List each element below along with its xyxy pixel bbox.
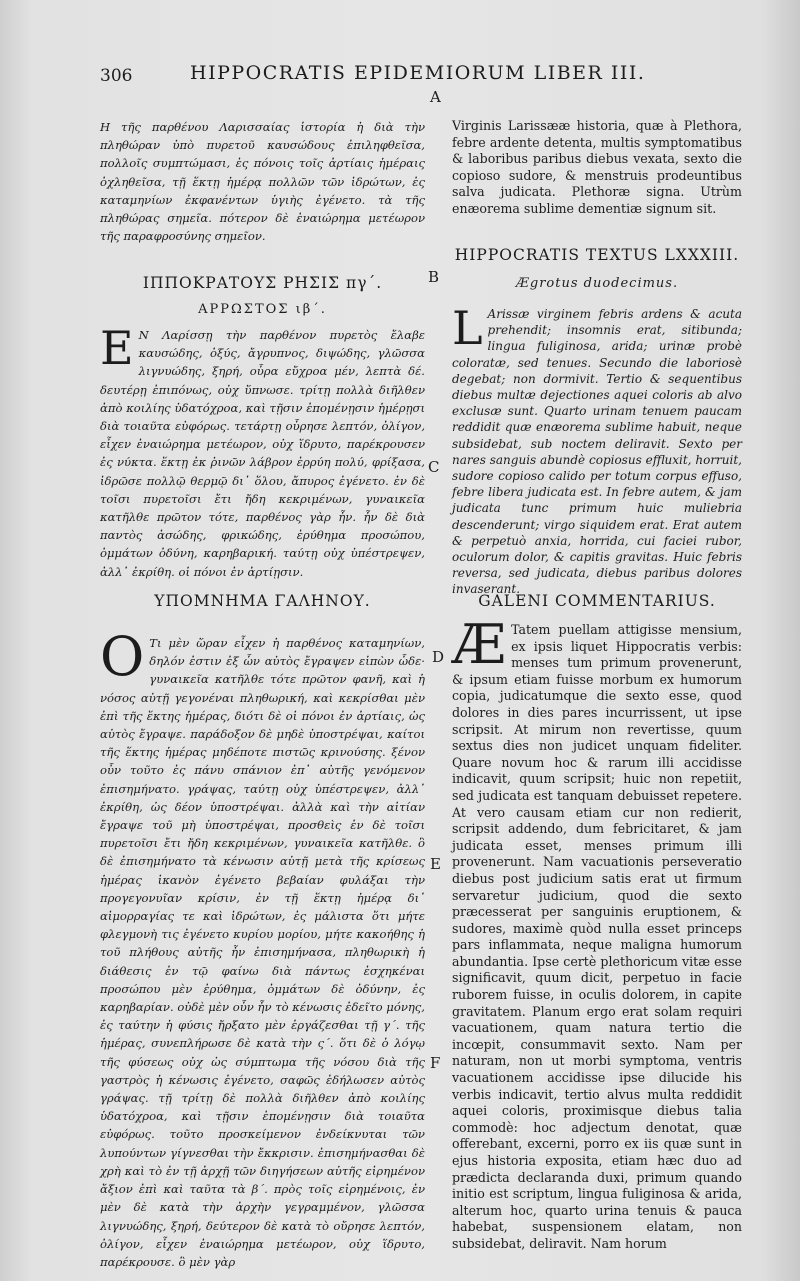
running-title: HIPPOCRATIS EPIDEMIORUM LIBER III. (190, 62, 646, 84)
greek-case-dropcap: Ε (100, 321, 134, 375)
margin-letter-c: C (428, 458, 440, 476)
latin-commentary-dropcap: Æ (452, 613, 507, 676)
margin-letter-a: A (430, 88, 441, 106)
latin-case-text: Arissæ virginem febris ardens & acuta prehendit; insomnis erat, sitibunda; lingua fuliginosa, arida; urinæ probè coloratæ, sed tenues. Secundo die laboriosè degebat; non dormivit. Tertio & sequentibus diebus multæ dejectiones aquei coloris ab alvo exclusæ sunt. Quarto urinam tenuem paucam reddidit quæ enæorema sublime habuit, neque subsidebat, sub noctem deliravit. Sexto per nares sanguis abundè copiosus effluxit, horruit, sudore copioso calido per totum corpus effuso, febre libera judicata est. In febre autem, & jam judicata tunc primum huic muliebria descenderunt; virgo siquidem erat. Erat autem & perpetuò anxia, horrida, cui faciei rubor, oculorum dolor, & capitis gravitas. Huic febris reversa, sed judicata, diebus paribus dolores invaserant. (452, 307, 742, 597)
margin-letter-d: D (432, 648, 445, 666)
latin-case-heading: Ægrotus duodecimus. (515, 276, 679, 291)
greek-commentary-heading: ΥΠΟΜΝΗΜΑ ΓΑΛΗΝΟΥ. (154, 592, 371, 610)
latin-case-dropcap: L (452, 301, 483, 355)
latin-textus-heading-block (452, 246, 742, 264)
greek-summary (100, 118, 425, 245)
latin-summary-text: Virginis Larissææ historia, quæ à Plethora, febre ardente detenta, multis symptomatibus & laboribus paribus diebus vexata, sexto die copioso sudore, & menstruis prodeuntibus salva judicata. Plethoræ signa. Utrùm enæorema sublime dementiæ signum sit. (452, 118, 742, 216)
latin-case-text-block (452, 301, 742, 598)
greek-commentary-block (100, 625, 425, 1271)
latin-summary (452, 118, 742, 218)
greek-commentary-text: Τι μὲν ὥραν εἶχεν ἡ παρθένος καταμηνίων, δηλόν ἐστιν ἐξ ὧν αὐτὸς ἔγραψεν εἰπὼν ὧδε· γυναικεῖα κατῆλθε τότε πρῶτον φανῆ, καὶ ἡ νόσος αὐτῇ γεγονέναι πληθωρική, καὶ κεκρίσθαι μὲν ἐπὶ τῆς ἕκτης ἡμέρας, διότι δὲ οἱ πόνοι ἐν ἀρτίαις, ὡς αὐτὸς ἔγραψε. παράδοξον δὲ μηδὲ ὑποστρέψαι, καίτοι τῆς ἕκτης ἡμέρας μηδέποτε πιστῶς κρινούσης. ξένον οὖν τοῦτο ἐς πάνυ σπάνιον ἐπ᾽ αὐτῆς γενόμενον ἐπισημήνατο. γράψας, ταύτῃ οὐχ ὑπέστρεψεν, ἀλλ᾽ ἐκρίθη, ὡς δέον ὑποστρέψαι. ἀλλὰ καὶ τὴν αἰτίαν ἔγραψε τοῦ μὴ ὑποστρέψαι, προσθεὶς ἐν δὲ τοῖσι πυρετοῖσι ἔτι ἤδη κεκριμένων, γυναικεῖα κατῆλθε. ὃ δὲ ἐπισημήνατο τὰ κένωσιν αὐτῇ μετὰ τῆς κρίσεως ἡμέρας ἱκανὸν ἐγένετο βεβαίαν φυλάξαι τὴν προγεγονυῖαν κρίσιν, ἐν τῇ ἕκτῃ ἡμέρᾳ δι᾽ αἱμορραγίας τε καὶ ἱδρώτων, ἐς μάλιστα ὅτι μήτε φλεγμονὴ τις ἐγένετο κυρίου μορίου, μήτε κακοήθης ἡ τοῦ πλήθους αὐτῆς ἦν ἐπισημήνασα, πληθωρικὴ ἡ διάθεσις ἐν τῷ φαίνω διὰ πάντως ἐσχηκέναι προσώπου μὲν ἐρύθημα, ὀμμάτων δὲ ὀδύνην, ἐς καρηβαρίαν. οὐδὲ μὲν οὖν ἦν τὸ κένωσις ἐδεῖτο μόνης, ἐς ταύτην ἡ φύσις ἤρξατο μὲν ἐργάζεσθαι τῇ γ΄. τῆς ἡμέρας, συνεπλήρωσε δὲ κατὰ τὴν ς΄. ὅτι δὲ ὁ λόγῳ τῆς φύσεως οὐχ ὡς σύμπτωμα τῆς νόσου διὰ τῆς γαστρὸς ἡ κένωσις ἐγένετο, σαφῶς ἐδήλωσεν αὐτὸς γράψας. τῇ τρίτῃ δὲ πολλὰ διῆλθεν ἀπὸ κοιλίης ὑδατόχροα, καὶ τῇσιν ἑπομένῃσιν διὰ τοιαῦτα εὐφόρως. τοῦτο προσκείμενον ἐνδείκνυται τῶν λυπούντων γίγνεσθαι τὴν ἔκκρισιν. ἐπισημήνασθαι δὲ χρὴ καὶ τὸ ἐν τῇ ἀρχῇ τῶν διηγήσεων αὐτῆς εἰρημένον ἄξιον ἐπὶ καὶ ταῦτα τὰ β΄. πρὸς τοῖς εἰρημένοις, ἐν μὲν δὲ κατὰ τὴν ἀρχὴν γεγραμμένον, γλῶσσα λιγνυώδης, ξηρή, δεύτερον δὲ κατὰ τὸ οὔρησε λεπτόν, ὀλίγον, εἶχεν ἐναιώρημα μετέωρον, οὐχ ἵδρυτο, παρέκρουσε. ὃ μὲν γὰρ (100, 636, 425, 1269)
margin-letter-b: B (428, 268, 440, 286)
greek-case-text-block (100, 321, 425, 581)
latin-commentary-heading: GALENI COMMENTARIUS. (478, 592, 716, 610)
greek-case-text: Ν Λαρίσσῃ τὴν παρθένον πυρετὸς ἔλαβε καυσώδης, ὀξύς, ἄγρυπνος, διψώδης, γλῶσσα λιγνυώδης, ξηρή, οὖρα εὔχροα μέν, λεπτὰ δέ. δευτέρῃ ἐπιπόνως, οὐχ ὕπνωσε. τρίτῃ πολλὰ διῆλθεν ἀπὸ κοιλίης ὑδατόχροα, καὶ τῇσιν ἐπομένῃσιν ἡμέρῃσι διὰ τοιαῦτα εὐφόρως. τετάρτῃ οὖρησε λεπτόν, ὀλίγον, εἶχεν ἐναιώρημα μετέωρον, οὐχ ἵδρυτο, παρέκρουσεν ἐς νύκτα. ἕκτῃ ἐκ ῥινῶν λάβρον ἐρρύη πολύ, φρίξασα, ἱδρῶσε πολλῷ θερμῷ δι᾽ ὅλου, ἄπυρος ἐγένετο. ἐν δὲ τοῖσι πυρετοῖσι ἔτι ἤδη κεκριμένων, γυναικεῖα κατῆλθε πρῶτον τότε, παρθένος γὰρ ἦν. ἦν δὲ διὰ παντὸς ἀσώδης, φρικώδης, ἐρύθημα προσώπου, ὀμμάτων ὀδύνη, καρηβαρική. ταύτῃ οὐχ ὑπέστρεψεν, ἀλλ᾽ ἐκρίθη. οἱ πόνοι ἐν ἀρτίῃσιν. (100, 328, 425, 579)
greek-commentary-dropcap: Ο (100, 625, 145, 688)
margin-letter-f: F (430, 1054, 441, 1072)
latin-commentary-heading-block (452, 592, 742, 610)
greek-textus-heading-block (100, 274, 425, 292)
greek-case-heading-block (100, 302, 425, 317)
greek-textus-heading: ΙΠΠΟΚΡΑΤΟΥΣ ΡΗΣΙΣ πγ΄. (142, 274, 383, 292)
latin-commentary-block (452, 613, 742, 1253)
latin-textus-heading: HIPPOCRATIS TEXTUS LXXXIII. (454, 246, 740, 264)
page-number: 306 (100, 66, 133, 86)
latin-commentary-text: Tatem puellam attigisse mensium, ex ipsis liquet Hippocratis verbis: menses tum primum provenerunt, & ipsum etiam fuisse morbum ex humorum copia, judicatumque die sexto esse, quod dolores in dies pares incurrissent, ut ipse scripsit. At mirum non revertisse, quum sextus dies non judicet unquam fideliter. Quare novum hoc & rarum illi accidisse indicavit, quum scripsit; huic non repetiit, sed judicata est tanquam debuisset repetere. At vero causam etiam cur non redierit, scripsit addendo, dum febricitaret, & jam judicata esset, menses primum illi provenerunt. Nam vacuationis perseveratio diebus post judicium satis erat ut firmum servaretur judicium, quod die sexto præcesserat per sanguinis eruptionem, & sudores, maximè quòd nulla esset princeps pars inflammata, neque maligna humorum abundantia. Ipse certè plethoricum vitæ esse significavit, quum dicit, perpetuo in facie ruborem fuisse, in oculis dolorem, in capite gravitatem. Planum ergo erat solam requiri vacuationem, quam natura tertio die incœpit, consummavit sexto. Nam per naturam, non ut morbi symptoma, ventris vacuationem accidisse ipse dilucide his verbis indicavit, tertio alvus multa reddidit aquei coloris, proximisque diebus talia commodè: hoc adjectum denotat, quæ offerebant, excerni, porro ex iis quæ sunt in ejus historia exposita, etiam hæc duo ad prædicta declaranda duxi, primum quando initio est scriptum, lingua fuliginosa & arida, alterum hoc, quarto urina tenuis & pauca habebat, suspensionem elatam, non subsidebat, deliravit. Nam horum (452, 622, 742, 1251)
greek-case-heading: ΑΡΡΩΣΤΟΣ ιβ΄. (198, 302, 327, 317)
latin-case-heading-block (452, 276, 742, 291)
greek-commentary-heading-block (100, 592, 425, 610)
margin-letter-e: E (430, 855, 441, 873)
greek-summary-text: Η τῆς παρθένου Λαρισσαίας ἱστορία ἡ διὰ τὴν πληθώραν ὑπὸ πυρετοῦ καυσώδους ἐπιληφθεῖσα, πολλοῖς συμπτώμασι, ἐς πόνοις τοῖς ἀρτίαις ἡμέραις ὀχληθεῖσα, τῇ ἕκτῃ ἡμέρᾳ πολλῶν τῶν ἱδρώτων, ἐς καταμηνίων ἐκφανέντων ὑγιὴς ἐγένετο. τὰ τῆς πληθώρας σημεῖα. πότερον δὲ ἐναιώρημα μετέωρον τῆς παραφροσύνης σημεῖον. (100, 120, 425, 244)
